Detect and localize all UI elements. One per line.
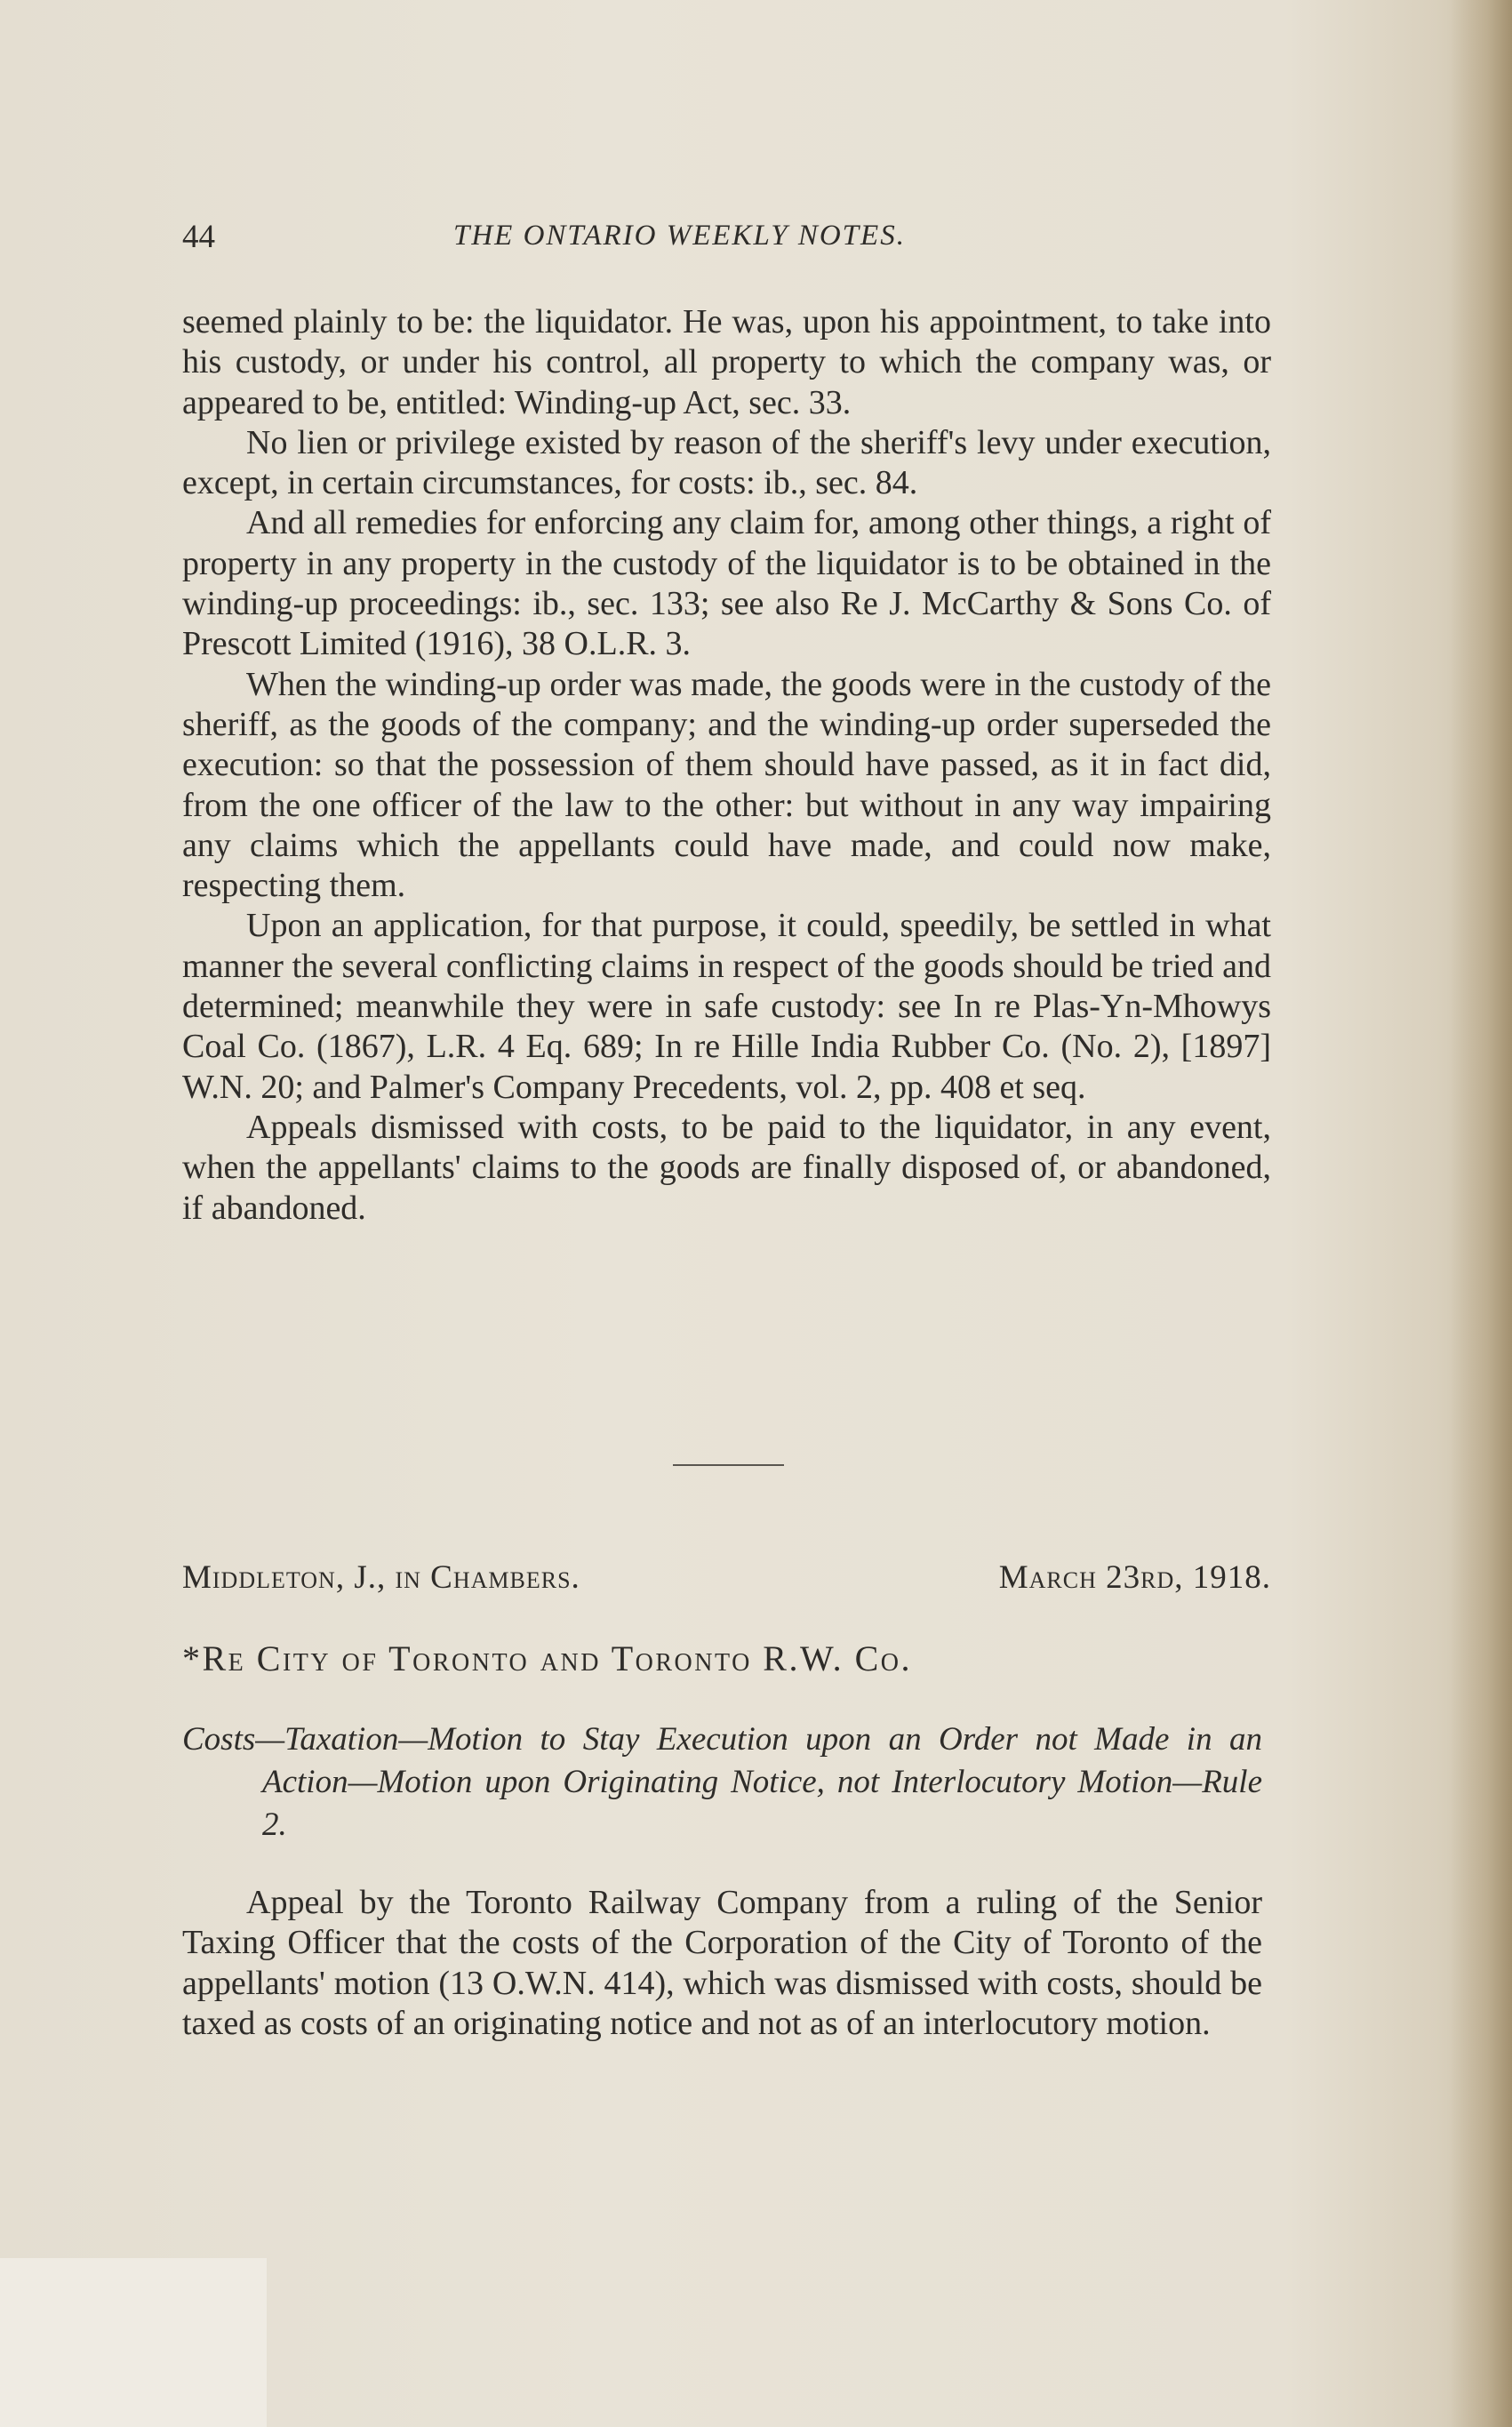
paragraph: And all remedies for enforcing any claim for, among other things, a right of property in any property in the custody of the liquidator is to be obtained in the winding-up proceedings: ib., sec. 133; see also Re J. McCarthy & Sons Co. of Prescott Limited (1916), 38 O.L.R. 3. — [182, 504, 1271, 663]
judge-line: Middleton, J., in Chambers. — [182, 1559, 580, 1596]
paragraph-continued: seemed plainly to be: the liquidator. He was, upon his appointment, to take into his custody, or under his control, all property to which the company was, or appeared to be, entitled: Winding-up Act, sec. 33. — [182, 303, 1271, 421]
page-number: 44 — [182, 219, 215, 255]
page-header — [182, 218, 1000, 262]
body-text — [182, 302, 1271, 1229]
paragraph: No lien or privilege existed by reason of the sheriff's levy under execution, except, in certain circumstances, for costs: ib., sec. 84. — [182, 423, 1271, 502]
case-heading — [182, 1558, 1271, 1603]
paragraph: Appeals dismissed with costs, to be paid to the liquidator, in any event, when the appellants' claims to the goods are finally disposed of, or abandoned, if abandoned. — [182, 1108, 1271, 1227]
headnote: Costs—Taxation—Motion to Stay Execution upon an Order not Made in an Action—Motion upon Originating Notice, not Interlocutory Motion—Rule 2. — [182, 1721, 1262, 1843]
paragraph: When the winding-up order was made, the goods were in the custody of the sheriff, as the goods of the company; and the winding-up order superseded the execution: so that the possession of them should have passed, as it in fact did, from the one officer of the law to the other: but without in any way impairing any claims which the appellants could have made, and could now make, respecting them. — [182, 665, 1271, 905]
page-edge-shadow — [1450, 0, 1512, 2427]
page-corner-patch — [0, 2258, 267, 2427]
case-title: *Re City of Toronto and Toronto R.W. Co. — [182, 1638, 912, 1678]
decision-date: March 23rd, 1918. — [998, 1559, 1271, 1596]
section-divider — [673, 1464, 784, 1466]
running-head: THE ONTARIO WEEKLY NOTES. — [453, 220, 906, 252]
paragraph: Upon an application, for that purpose, it could, speedily, be settled in what manner the several conflicting claims in respect of the goods should be tried and determined; meanwhile they were in safe custody: see In re Plas-Yn-Mhowys Coal Co. (1867), L.R. 4 Eq. 689; In re Hille India Rubber Co. (No. 2), [1897] W.N. 20; and Palmer's Company Precedents, vol. 2, pp. 408 et seq. — [182, 907, 1271, 1106]
case-summary: Appeal by the Toronto Railway Company from a ruling of the Senior Taxing Officer that the costs of the Corporation of the City of Toronto of the appellants' motion (13 O.W.N. 414), which was dismissed with costs, should be taxed as costs of an originating notice and not as of an interlocutory motion. — [182, 1884, 1262, 2042]
